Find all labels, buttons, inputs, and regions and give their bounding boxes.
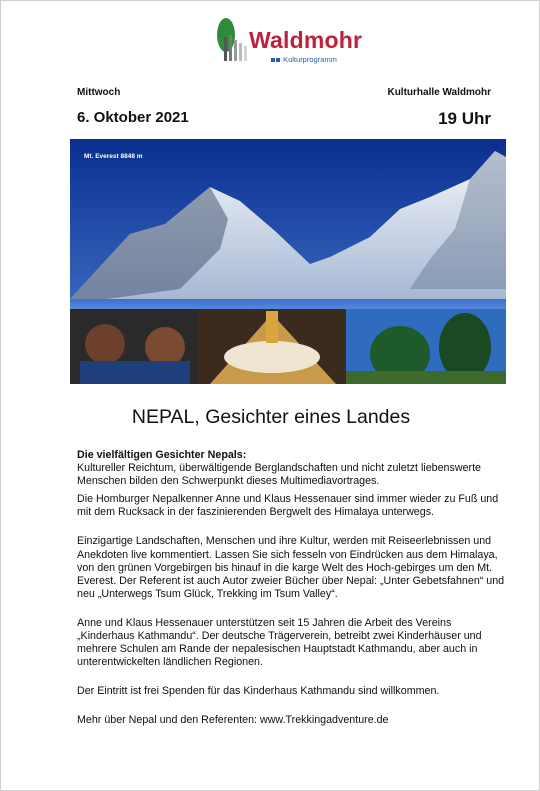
paragraph-5: Der Eintritt ist frei Spenden für das Kinderhaus Kathmandu sind willkommen. bbox=[77, 685, 440, 698]
paragraph-3: Einzigartige Landschaften, Menschen und ihre Kultur, werden mit Reiseerlebnissen und Anekdoten live kommentiert. Lassen Sie sich fesseln von Eindrücken aus dem Himalaya, von den grünen Vorgebirgen bis hinauf in die karge Welt des Hoch-gebirges um den Mt. Everest. Der Referent ist auch Autor zweier Bücher über Nepal: „Unter Gebetsfahnen“ und neu „Unterwegs Tsum Glück, Trekking im Tsum Valley“. bbox=[77, 535, 505, 600]
lead-paragraph: Die vielfältigen Gesichter Nepals: bbox=[77, 449, 247, 461]
everest-landscape-image bbox=[70, 139, 506, 384]
paragraph-1: Kultureller Reichtum, überwältigende Berglandschaften und nicht zuletzt liebenswerte Menschen bilden den Schwerpunkt dieses Multimediavortrages. bbox=[77, 462, 481, 488]
logo-wordmark: Waldmohr bbox=[249, 27, 363, 53]
logo-subtitle bbox=[271, 55, 337, 64]
nepal-photo-collage bbox=[70, 139, 506, 384]
waldmohr-logo bbox=[213, 15, 373, 65]
paragraph-4: Anne und Klaus Hessenauer unterstützen seit 15 Jahren die Arbeit des Vereins „Kinderhaus Kathmandu“. Der deutsche Trägerverein, betreibt zwei Kinderhäuser und mehrere Schulen am Rande der nepalesischen Hauptstadt Kathmandu, aber auch in unterentwickelten ländlichen Regionen. bbox=[77, 616, 482, 669]
event-time: 19 Uhr bbox=[438, 109, 491, 128]
tree-logo-icon bbox=[213, 15, 253, 65]
paragraph-2: Die Homburger Nepalkenner Anne und Klaus Hessenauer sind immer wieder zu Fuß und mit dem Rucksack in der faszinierenden Bergwelt des Himalaya unterwegs. bbox=[77, 493, 499, 519]
event-date: 6. Oktober 2021 bbox=[77, 109, 189, 126]
body-text bbox=[77, 449, 507, 733]
headline: NEPAL, Gesichter eines Landes bbox=[131, 406, 411, 428]
photo-caption: Mt. Everest 8848 m bbox=[84, 153, 143, 160]
logo-subtitle-text: Kulturprogramm bbox=[283, 55, 337, 64]
paragraph-6: Mehr über Nepal und den Referenten: www.Trekkingadventure.de bbox=[77, 714, 389, 727]
event-venue: Kulturhalle Waldmohr bbox=[387, 87, 491, 98]
event-day: Mittwoch bbox=[77, 87, 121, 98]
